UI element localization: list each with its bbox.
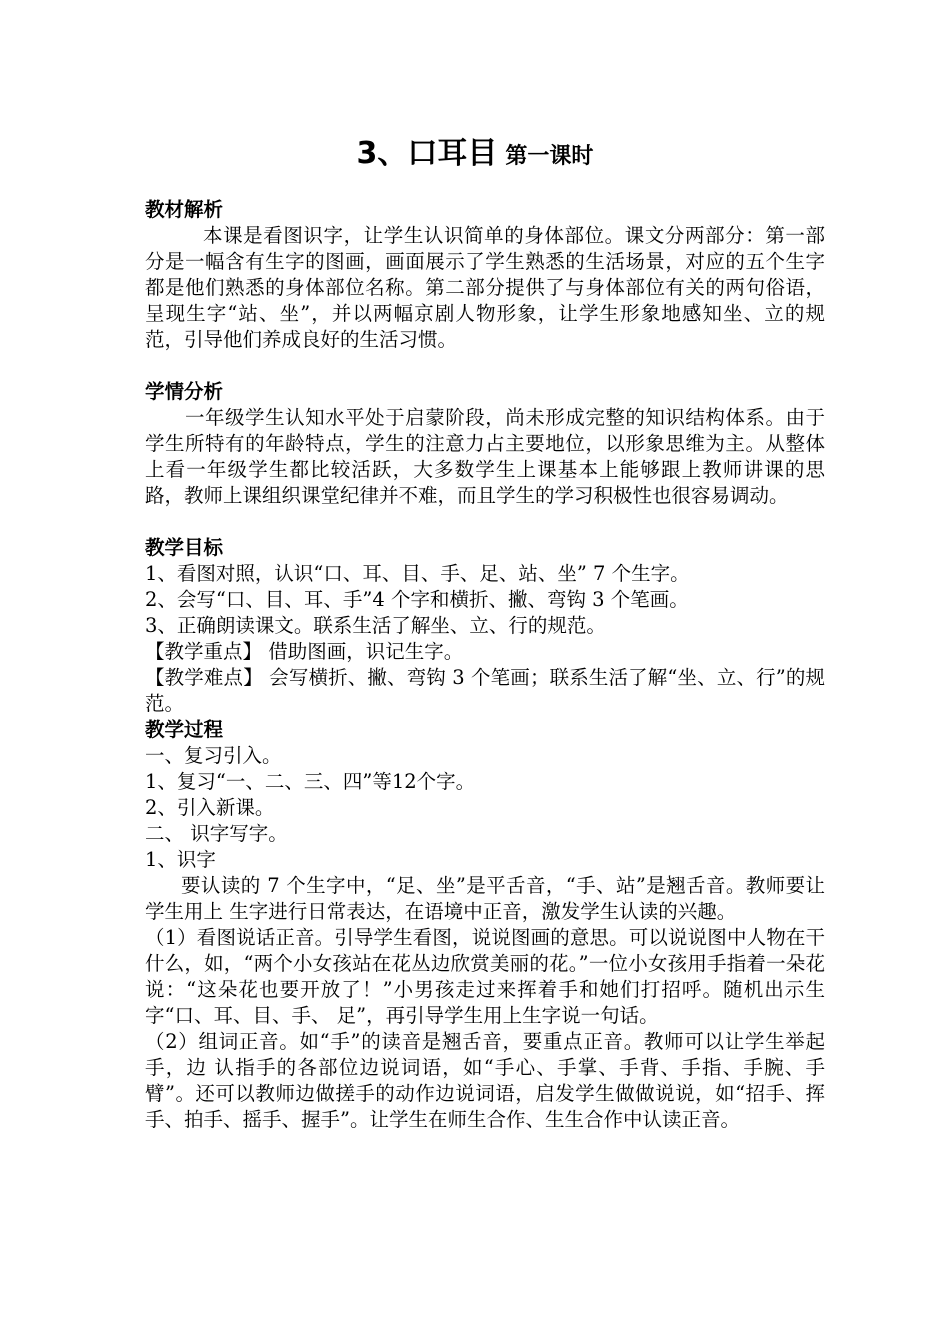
goal-item: 2、会写“口、目、耳、手”4 个字和横折、撇、弯钩 3 个笔画。 xyxy=(145,588,689,611)
paragraph-student-analysis: 一年级学生认知水平处于启蒙阶段，尚未形成完整的知识结构体系。由于学生所特有的年龄特点，学生的注意力占主要地位，以形象思维为主。从整体上看一年级学生都比较活跃，大多数学生上课基本上能够跟上教师讲课的思路，教师上课组织课堂纪律并不难，而且学生的学习积极性也很容易调动。 xyxy=(145,406,825,507)
difficulty-point: 【教学难点】 会写横折、撇、弯钩 3 个笔画；联系生活了解“坐、立、行”的规范。 xyxy=(145,666,825,715)
paragraph-textbook-analysis: 本课是看图识字，让学生认识简单的身体部位。课文分两部分：第一部分是一幅含有生字的图画，画面展示了学生熟悉的生活场景，对应的五个生字都是他们熟悉的身体部位名称。第二部分提供了与身体部位有关的两句俗语，呈现生字“站、坐”，并以两幅京剧人物形象，让学生形象地感知坐、立的规范，引导他们养成良好的生活习惯。 xyxy=(145,224,825,351)
key-point: 【教学重点】 借助图画，识记生字。 xyxy=(145,640,464,663)
process-line: 一、复习引入。 xyxy=(145,744,282,767)
paragraph-step-1: （1）看图说话正音。引导学生看图，说说图画的意思。可以说说图中人物在干什么，如，“两个小女孩站在花丛边欣赏美丽的花。”一位小女孩用手指着一朵花说：“这朵花也要开放了！”小男孩走过来挥着手和她们打招呼。随机出示生字“口、耳、目、手、 足”，再引导学生用上生字说一句话。 xyxy=(145,926,825,1027)
paragraph-step-2: （2）组词正音。如“手”的读音是翘舌音，要重点正音。教师可以让学生举起手，边 认指手的各部位边说词语，如“手心、手掌、手背、手指、手腕、手臂”。还可以教师边做搓手的动作边说词语，启发学生做做说说，如“招手、挥手、拍手、摇手、握手”。让学生在师生合作、生生合作中认读正音。 xyxy=(145,1030,825,1131)
section-heading-process: 教学过程 xyxy=(145,718,224,741)
title-main: 3、口耳目 xyxy=(356,136,498,171)
process-line: 二、 识字写字。 xyxy=(145,822,288,845)
section-heading-goals: 教学目标 xyxy=(145,536,224,559)
process-line: 2、引入新课。 xyxy=(145,796,275,819)
page-title xyxy=(0,128,950,172)
section-heading-textbook: 教材解析 xyxy=(145,198,224,221)
title-sub: 第一课时 xyxy=(505,144,594,169)
process-line: 1、识字 xyxy=(145,848,216,871)
document-body xyxy=(145,197,825,1133)
process-line: 1、复习“一、二、三、四”等12个字。 xyxy=(145,770,476,793)
goal-item: 1、看图对照，认识“口、耳、目、手、足、站、坐” 7 个生字。 xyxy=(145,562,690,585)
goal-item: 3、正确朗读课文。联系生活了解坐、立、行的规范。 xyxy=(145,614,606,637)
section-heading-students: 学情分析 xyxy=(145,380,224,403)
paragraph-reading-intro: 要认读的 7 个生字中，“足、坐”是平舌音，“手、站”是翘舌音。教师要让学生用上 生字进行日常表达，在语境中正音，激发学生认读的兴趣。 xyxy=(145,874,825,923)
